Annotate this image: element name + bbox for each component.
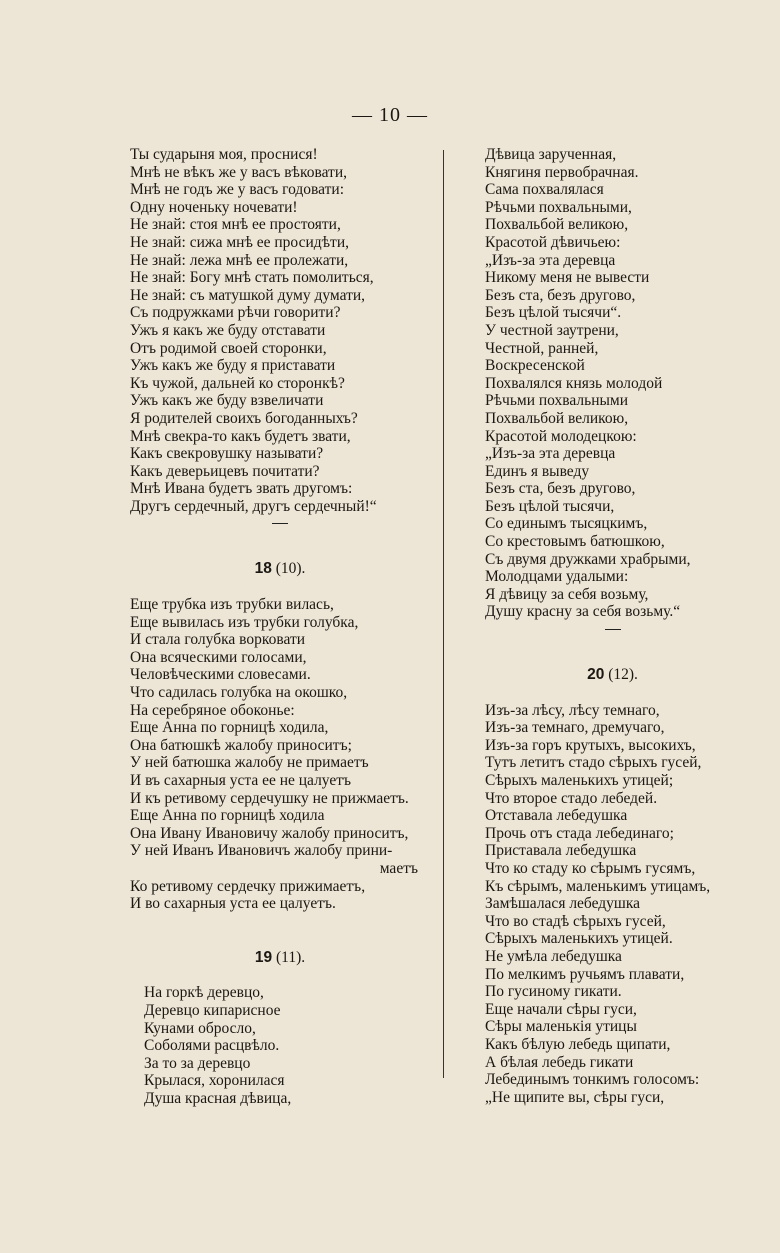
poem-line: Ко ретивому сердечку прижимаетъ, xyxy=(130,877,366,895)
poem-line: За то за деревцо xyxy=(144,1054,251,1072)
poem-18-end xyxy=(130,878,430,913)
poem-line: Что второе стадо лебедей. xyxy=(485,789,658,807)
separator-dash xyxy=(272,523,288,524)
poem-line: У честной заутрени, xyxy=(485,321,619,339)
poem-line: Какъ деверьицевъ почитати? xyxy=(130,462,320,480)
poem-line: Сама похвалялася xyxy=(485,181,604,199)
poem-line: Отъ родимой своей сторонки, xyxy=(130,339,327,357)
poem-line: Изъ-за лѣсу, лѣсу темнаго, xyxy=(485,701,660,719)
poem-line: У ней Иванъ Ивановичъ жалобу прини- xyxy=(130,842,393,860)
heading-20-number: 20 xyxy=(587,666,605,684)
poem-line: Не знай: съ матушкой думу думати, xyxy=(130,286,366,304)
poem-line: Изъ-за темнаго, дремучаго, xyxy=(485,719,665,737)
poem-line: Красотой дѣвичьею: xyxy=(485,233,621,251)
poem-line: На горкѣ деревцо, xyxy=(144,984,264,1002)
heading-18-number: 18 xyxy=(254,560,272,578)
heading-19-suffix: (11). xyxy=(272,948,306,966)
heading-19-number: 19 xyxy=(254,948,273,966)
poem-line: Я родителей своихъ богоданныхъ? xyxy=(130,409,358,427)
poem-line: „Изъ-за эта деревца xyxy=(485,445,616,463)
poem-line: У ней батюшка жалобу не примаетъ xyxy=(130,754,369,772)
poem-line: Что ко стаду ко сѣрымъ гусямъ, xyxy=(485,859,696,877)
poem-line: Ты сударыня моя, проснися! xyxy=(130,146,318,163)
poem-line: Еще Анна по горницѣ ходила xyxy=(130,807,325,825)
poem-line: Кунами обросло, xyxy=(144,1019,256,1037)
heading-18-suffix: (10). xyxy=(271,560,306,578)
heading-19 xyxy=(130,949,430,967)
poem-line: Изъ-за горъ крутыхъ, высокихъ, xyxy=(485,736,696,754)
poem-line: Со крестовымъ батюшкою, xyxy=(485,533,665,551)
poem-line: Еще вывилась изъ трубки голубка, xyxy=(130,613,359,631)
poem-line: Какъ свекровушку называти? xyxy=(130,445,324,463)
poem-line: На серебряное обоконье: xyxy=(130,701,295,719)
poem-line: Душу красну за себя возьму.“ xyxy=(485,603,681,621)
column-divider xyxy=(443,150,444,1078)
poem-line: Единъ я выведу xyxy=(485,462,590,480)
poem-line: Сѣры маленькія утицы xyxy=(485,1018,637,1036)
poem-line: Похвальбой великою, xyxy=(485,216,629,234)
poem-line: Не знай: стоя мнѣ ее простояти, xyxy=(130,216,341,234)
poem-line: Сѣрыхъ маленькихъ утицей. xyxy=(485,930,673,948)
heading-20 xyxy=(485,666,740,684)
poem-line: Она батюшкѣ жалобу приноситъ; xyxy=(130,736,352,754)
poem-line: Не умѣла лебедушка xyxy=(485,947,622,965)
poem-line: Прочь отъ стада лебединаго; xyxy=(485,824,674,842)
poem-line: Безъ ста, безъ другово, xyxy=(485,480,636,498)
poem-line: Не знай: Богу мнѣ стать помолиться, xyxy=(130,269,374,287)
poem-line: Не знай: сижа мнѣ ее просидѣти, xyxy=(130,233,349,251)
poem-line: Дѣвица зарученная, xyxy=(485,146,617,163)
poem-line: Она Ивану Ивановичу жалобу приноситъ, xyxy=(130,824,409,842)
poem-line: Похвальбой великою, xyxy=(485,409,629,427)
poem-19-continuation xyxy=(485,146,740,621)
poem-18-continuation: маетъ xyxy=(379,859,418,877)
poem-line: Приставала лебедушка xyxy=(485,842,637,860)
poem-line: Безъ цѣлой тысячи“. xyxy=(485,304,622,322)
poem-line: Молодцами удалыми: xyxy=(485,568,629,586)
poem-line: Мнѣ не годъ же у васъ годовати: xyxy=(130,181,344,199)
poem-line: Отставала лебедушка xyxy=(485,807,628,825)
poem-line: Крылася, хоронилася xyxy=(144,1072,285,1090)
poem-20 xyxy=(485,702,740,1107)
poem-line: Безъ цѣлой тысячи, xyxy=(485,497,615,515)
poem-line: Къ чужой, дальней ко сторонкѣ? xyxy=(130,374,345,392)
poem-line: Къ сѣрымъ, маленькимъ утицамъ, xyxy=(485,877,711,895)
heading-20-suffix: (12). xyxy=(604,666,638,684)
poem-line: Со единымъ тысяцкимъ, xyxy=(485,515,648,533)
poem-line: Княгиня первобрачная. xyxy=(485,163,639,181)
poem-line: А бѣлая лебедь гикати xyxy=(485,1053,634,1071)
right-column xyxy=(485,146,740,1106)
poem-line: Мнѣ не вѣкъ же у васъ вѣковати, xyxy=(130,163,347,181)
poem-line: Другъ сердечный, другъ сердечный!“ xyxy=(130,497,377,515)
poem-line: Мнѣ Ивана будетъ звать другомъ: xyxy=(130,480,353,498)
poem-a xyxy=(130,146,430,515)
poem-line: Ужъ какъ же буду взвеличати xyxy=(130,392,324,410)
poem-line: Лебединымъ тонкимъ голосомъ: xyxy=(485,1071,700,1089)
poem-line: Съ подружками рѣчи говорити? xyxy=(130,304,341,322)
poem-line: Ужъ я какъ же буду отставати xyxy=(130,321,326,339)
separator-dash xyxy=(605,629,621,630)
heading-18 xyxy=(130,560,430,578)
poem-line: Соболями расцвѣло. xyxy=(144,1037,280,1055)
poem-line: Воскресенской xyxy=(485,357,585,375)
page-number: — 10 — xyxy=(352,104,428,126)
poem-line: Замѣшалася лебедушка xyxy=(485,895,641,913)
poem-line: Еще трубка изъ трубки вилась, xyxy=(130,596,334,614)
poem-line: И стала голубка ворковати xyxy=(130,631,306,649)
poem-line: „Изъ-за эта деревца xyxy=(485,251,616,269)
poem-line: Деревцо кипарисное xyxy=(144,1001,281,1019)
poem-line: Не знай: лежа мнѣ ее пролежати, xyxy=(130,251,349,269)
poem-line: Сѣрыхъ маленькихъ утицей; xyxy=(485,772,674,789)
poem-line: Человѣческими словесами. xyxy=(130,666,311,684)
poem-line: Душа красная дѣвица, xyxy=(144,1089,292,1107)
poem-line: Мнѣ свекра-то какъ будетъ звати, xyxy=(130,427,351,445)
poem-line: Еще начали сѣры гуси, xyxy=(485,1000,637,1018)
poem-line: Честной, ранней, xyxy=(485,339,599,357)
poem-line: Какъ бѣлую лебедь щипати, xyxy=(485,1035,671,1053)
poem-line: Ужъ какъ же буду я приставати xyxy=(130,357,336,375)
poem-line: И въ сахарныя уста ее не цалуетъ xyxy=(130,772,352,789)
poem-line: Что во стадѣ сѣрыхъ гусей, xyxy=(485,912,666,930)
poem-line: „Не щипите вы, сѣры гуси, xyxy=(485,1088,665,1106)
poem-line: Она всяческими голосами, xyxy=(130,648,307,666)
poem-line: Красотой молодецкою: xyxy=(485,427,637,445)
poem-line: Тутъ летитъ стадо сѣрыхъ гусей, xyxy=(485,754,702,772)
poem-line: Никому меня не вывести xyxy=(485,269,650,287)
poem-line: И во сахарныя уста ее цалуетъ. xyxy=(130,895,336,913)
poem-line: Я дѣвицу за себя возьму, xyxy=(485,585,649,603)
poem-line: Одну ноченьку ночевати! xyxy=(130,198,298,216)
poem-line: И къ ретивому сердечушку не прижмаетъ. xyxy=(130,789,409,807)
poem-line: Безъ ста, безъ другово, xyxy=(485,286,636,304)
poem-line: Рѣчьми похвальными xyxy=(485,392,629,410)
poem-line: Что садилась голубка на окошко, xyxy=(130,684,348,702)
poem-18 xyxy=(130,596,430,860)
poem-line: По мелкимъ ручьямъ плавати, xyxy=(485,965,685,983)
poem-line: По гусиному гикати. xyxy=(485,983,622,1001)
poem-line: Еще Анна по горницѣ ходила, xyxy=(130,719,329,737)
poem-line: Съ двумя дружками храбрыми, xyxy=(485,550,691,568)
poem-line: Рѣчьми похвальными, xyxy=(485,198,632,216)
left-column xyxy=(130,146,430,1108)
poem-19 xyxy=(130,984,430,1107)
poem-line: Похвалялся князь молодой xyxy=(485,374,663,392)
